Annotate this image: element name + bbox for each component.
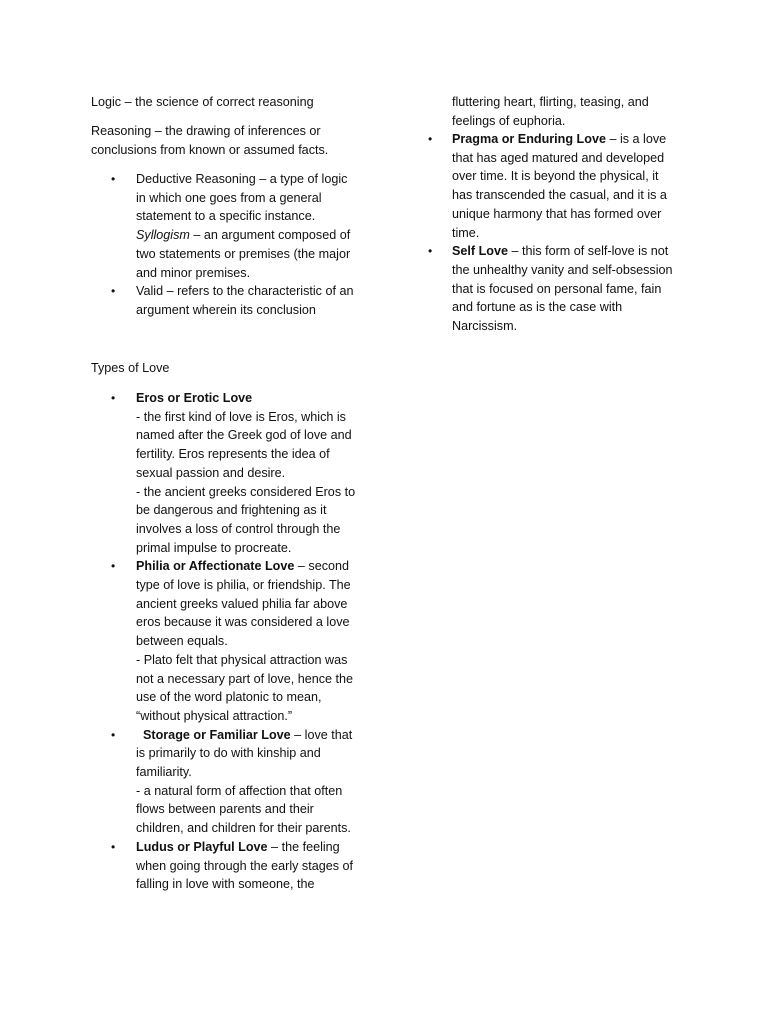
logic-bullet-list bbox=[91, 170, 358, 320]
ludus-continuation: fluttering heart, flirting, teasing, and feelings of euphoria. bbox=[452, 95, 649, 128]
types-of-love-heading: Types of Love bbox=[91, 361, 170, 375]
bullet-icon: • bbox=[111, 284, 116, 299]
ludus-text: – the feeling when going through the early stages of falling in love with someone, the bbox=[136, 839, 354, 892]
ludus-title: Ludus or Playful Love bbox=[136, 839, 268, 854]
syllogism-line bbox=[136, 226, 358, 282]
philia-sub-1: - Plato felt that physical attraction was not a necessary part of love, hence the use of the word platonic to mean, “without physical attraction.” bbox=[136, 652, 354, 723]
storage-title: Storage or Familiar Love bbox=[136, 727, 291, 742]
logic-definition: Logic – the science of correct reasoning bbox=[91, 95, 314, 109]
list-item-deductive bbox=[91, 170, 358, 282]
valid-text: Valid – refers to the characteristic of an argument wherein its conclusion bbox=[136, 284, 354, 317]
list-item-pragma bbox=[426, 130, 674, 242]
self-love-title: Self Love bbox=[452, 244, 508, 259]
bullet-icon: • bbox=[111, 839, 116, 854]
bullet-icon: • bbox=[428, 244, 433, 259]
syllogism-definition: – an argument composed of two statements or premises (the major and minor premises. bbox=[136, 228, 351, 280]
list-item-eros bbox=[91, 389, 358, 557]
list-item-self-love bbox=[426, 242, 674, 336]
syllogism-term: Syllogism bbox=[136, 228, 190, 243]
list-item-storage bbox=[91, 726, 358, 838]
reasoning-definition: Reasoning – the drawing of inferences or conclusions from known or assumed facts. bbox=[91, 124, 329, 157]
list-item-philia bbox=[91, 557, 358, 725]
bullet-icon: • bbox=[111, 172, 116, 186]
bullet-icon: • bbox=[111, 727, 116, 742]
self-love-text: – this form of self-love is not the unhealthy vanity and self-obsession that is focused on personal fame, fain and fortune as is the case with Narcissism. bbox=[452, 244, 673, 334]
bullet-icon: • bbox=[111, 391, 116, 405]
storage-sub-1: - a natural form of affection that often flows between parents and their children, and children for their parents. bbox=[136, 783, 351, 836]
list-item-valid bbox=[91, 282, 358, 319]
eros-sub-2: - the ancient greeks considered Eros to be dangerous and frightening as it involves a loss of control through the primal impulse to procreate. bbox=[136, 484, 356, 555]
eros-sub-1: - the first kind of love is Eros, which is named after the Greek god of love and fertility. Eros represents the idea of sexual passion and desire. bbox=[136, 409, 352, 480]
storage-text: – love that is primarily to do with kinship and familiarity. bbox=[136, 727, 353, 780]
list-item-ludus bbox=[91, 838, 358, 894]
philia-text: – second type of love is philia, or friendship. The ancient greeks valued philia far above eros because it was considered a love between equals. bbox=[136, 559, 351, 649]
eros-title: Eros or Erotic Love bbox=[136, 391, 253, 405]
bullet-icon: • bbox=[111, 559, 116, 574]
right-bullet-list bbox=[426, 130, 674, 336]
deductive-text: Deductive Reasoning – a type of logic in which one goes from a general statement to a specific instance. bbox=[136, 172, 348, 224]
bullet-icon: • bbox=[428, 132, 433, 146]
pragma-title: Pragma or Enduring Love bbox=[452, 132, 606, 146]
pragma-text: – is a love that has aged matured and developed over time. It is beyond the physical, it has transcended the casual, and it is a unique harmony that has formed over time. bbox=[452, 132, 667, 240]
philia-title: Philia or Affectionate Love bbox=[136, 559, 295, 574]
love-bullet-list bbox=[91, 389, 358, 894]
